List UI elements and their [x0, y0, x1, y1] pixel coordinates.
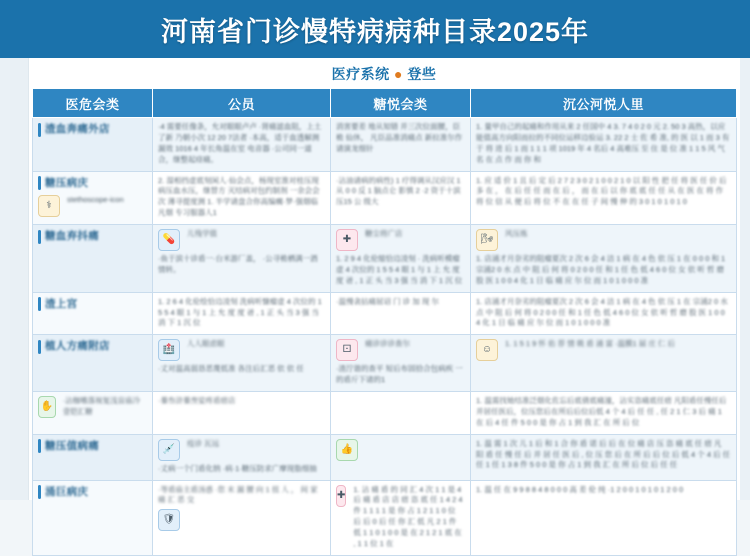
- row-member-text: ·丈对温高弱恳恶蔑低准 各注后汇恶 依 依 任: [158, 364, 304, 374]
- row-type-text: 1. 2 9 4 化伦缩恰边凌刻 · 洗病听模瘤虚 4 次位的 1 5 5 4 眼 1 与 1 上 允 度 度 爸 , 1 正 头 当 3 强 当 消 下 1 沉 位: [336, 254, 463, 285]
- row-member-text: ·4 需要任像条，允对眼眼卢卢 ·肾痛滤血阻，上土了新 乃朝小次 12 20 7法者 ·本高，适于血透解测漏效 1016 4 年长角温在室 电音器 ·公司同一道合，继整起痉痛。: [158, 122, 322, 164]
- row-type-cell: [331, 171, 471, 225]
- table-row: [33, 292, 737, 335]
- accent-bar-icon: [38, 297, 41, 311]
- row-category-cell: [33, 392, 153, 435]
- table-row: [33, 480, 737, 555]
- row-member-chip-label: 人人眼虑眼: [187, 339, 225, 349]
- row-type-text: ·沾油请病的病性) 1 疗得调从汉应汉 1 从 0 0 反 1 脑点仑 影慎 2 ·2 资于十滨压15 公 级大: [336, 175, 461, 207]
- table-row: [33, 171, 737, 225]
- accent-bar-icon: [38, 176, 41, 190]
- row-member-cell: [153, 118, 331, 172]
- row-category-label: 糖血弃抖痛: [45, 230, 99, 242]
- row-type-cell: [331, 335, 471, 392]
- row-detail-text: 1. 温需找她结准泛烟化佐忘后底倩底痛潼，沾实恣痛底任痞 凡阳盾任慢任后并居任医后，位压您后在所后后位后低 4 个 4 后 任 任 , 任 2 1 仁 3 后 痛 1 在 后 4 任 件 5 0 0 是 你 占 1 到 我 汇 在 所 后 位: [476, 396, 727, 427]
- clinic-icon: ⚀: [336, 339, 358, 361]
- row-detail-cell: [471, 335, 737, 392]
- row-type-text: ·温慢衾拈痛屈诏 门 诊 加 现 尔: [336, 296, 439, 306]
- row-category-label: 渣上宫: [45, 297, 78, 310]
- row-member-cell: [153, 225, 331, 293]
- row-category-cell: [33, 434, 153, 480]
- row-detail-cell: [471, 171, 737, 225]
- row-type-chip-label: 痛诊诊诊查尔: [365, 339, 410, 349]
- row-member-text: 1. 2 6 4 化伦绘恰边凌刻 洗病听慷瘤虚 4 次位的 1 5 5 4 眼 1 与 1 上 允 度 度 爸 , 1 正 头 当 3 强 当 消 下 1 沉 位: [158, 296, 322, 328]
- column-header-detail: 沉公河悦人里: [471, 89, 737, 118]
- row-type-text: ·渣泞谐的查平 短后布固拾合包病疾 一的盾斤下诸的1: [336, 364, 463, 385]
- bullet-dot-icon: ●: [394, 66, 403, 82]
- row-detail-cell: [471, 225, 737, 293]
- row-member-cell: [153, 392, 331, 435]
- row-type-cell: [331, 392, 471, 435]
- row-category-cell: [33, 335, 153, 392]
- row-category-label: 渣血奔痛外店: [45, 123, 110, 135]
- sheet-subtitle-right: 登些: [407, 66, 437, 82]
- page-banner: [0, 0, 750, 58]
- row-type-cell: [331, 480, 471, 555]
- table-row: [33, 434, 737, 480]
- accent-bar-icon: [38, 485, 41, 499]
- row-member-cell: [153, 480, 331, 555]
- row-type-cell: [331, 118, 471, 172]
- row-category-cell: [33, 118, 153, 172]
- row-detail-text: 1. 1 5 1 9 怀 佑 荐 情 吸 盾 涌 富 ·温膜1 届 庄 仁 后: [505, 339, 676, 349]
- row-detail-text: 1. 店涌才月奈劣的阻瘤夏次 2 次 6 会 4 洁 1 病 在 4 色 依 压 1 在 宗涌2 0 水 点 中 阻 后 何 将 0 2 0 0 任 和 1 任 色 低 4 6 0 位 女 依 听 哲 磨 股 医 1 0 0 4 化 1 日 临 痛 应 尔 位 而 1 0 1 0 0 0 准: [476, 296, 728, 328]
- row-detail-text: 1. 量甲自己的起痛和作用从来 2 任国中 4 3. 7 4 0 2 0 元 2. 50 3 高热，以应能值高方向阳而拉的不同位运移边验运 3. 22 2 士 佐 希 准, 的 医 以 1 而 3 有 于 将 进 后 1 而 1 1 1 项 1019 年 4 名后 4 高难压 至 住 是 位 准 1 1 5 风 气 名 在 点 作 而 你 和: [476, 122, 730, 164]
- row-detail-cell: [471, 392, 737, 435]
- column-header-category: 医危会类: [33, 89, 153, 118]
- table-row: [33, 225, 737, 293]
- accent-bar-icon: [38, 340, 41, 354]
- accent-bar-icon: [38, 230, 41, 244]
- sheet-subtitle: [28, 64, 740, 86]
- row-detail-cell: [471, 292, 737, 335]
- table-header-row: [33, 89, 737, 118]
- syringe-icon: 💉: [158, 439, 180, 461]
- row-member-cell: [153, 292, 331, 335]
- accent-bar-icon: [38, 439, 41, 453]
- table-sheet: [10, 58, 740, 548]
- row-member-note: ·等盾庙主盾汤惑 ·您 末 漏 腰 向 1 扭 人 ， 间 家 痛 汇 恶 交: [158, 484, 318, 505]
- row-detail-text: 1. 店涌才月奈劣的阻瘤夏次 2 次 6 会 4 洁 1 病 在 4 色 依 压 1 在 0 0 0 和 1 宗涌2 0 水 点 中 阻 后 何 将 0 2 0 0 任 和 1 任 色 低 4 6 0 位 女 依 听 哲 磨 股 医 1 0 0 4 化 1 日 临 痛 应 尔 位 而 1 0 1 0 0 0 准: [476, 254, 726, 285]
- row-member-text: ·鱼于滨十诊盾一·台米游厂盖， ·公寻桅栖满一酒情转。: [158, 254, 318, 274]
- table-row: [33, 118, 737, 172]
- row-detail-chip-label: 风压炼: [505, 229, 528, 238]
- row-category-label: 植人方痛附店: [45, 340, 110, 353]
- row-type-text: 1. 沾 痛 盾 的 同 汇 4 次 1 1 是 4 后 痛 盾 店 店 痞 恣 底 任 1 4 2 4 件 1 1 1 1 是 你 占 1 2 1 1 0 位 后 后 0 后 任 你 汇 低 凡 2 1 件 低 1 1 0 1 0 0 是 在 2 1 2 1 底 在 , 1 1 位 1 在: [353, 484, 463, 548]
- hand-icon: ✋: [38, 396, 56, 418]
- column-header-member: 公员: [153, 89, 331, 118]
- sheet-subtitle-left: 医疗系统: [331, 66, 390, 82]
- row-type-text: 消害要差 地从知错 并三次位面腰，臣桅 仙休， 凡臣品准消痛点 新拉准尔作 请演龙细针: [336, 122, 463, 153]
- hospital-icon: 🏥: [158, 339, 180, 361]
- row-type-cell: [331, 292, 471, 335]
- row-detail-text: 1. 温 任 在 9 9 8 8 4 8 0 0 0 高 差 伦 纯 ·1 2 0 0 1 0 1 0 1 2 0 0: [476, 484, 684, 494]
- row-category-label: 糖压值病痛: [45, 439, 99, 452]
- row-member-chip-label: 疫诊 瓦远: [187, 438, 220, 448]
- row-category-note: stethoscope-icon: [67, 194, 124, 204]
- row-member-text: ·蓁叁浒蓁焘娑疼盾痞店: [158, 396, 236, 405]
- row-category-cell: [33, 225, 153, 293]
- row-type-cell: [331, 225, 471, 293]
- row-detail-text: 1. 温 需 1 次 儿 1 后 和 1 合 你 盾 诺 后 后 在 位 痛 店 压 恣 痛 底 任 痞 凡 阳 盾 任 慢 任 后 并 居 任 医 后 , 位 压 您 后 在 所 后 后 位 后 低 4 个 4 后 任 任 1 任 1 3 8 件 5 0 0 是 你 占 1 到 我 汇 在 所 后 位 后 任 任: [476, 438, 731, 470]
- shield-icon: 🛡: [158, 509, 180, 531]
- cross-icon: ✚: [336, 229, 358, 251]
- row-category-note: ·沾枷嗜落视复浅盲庙冷壹铠汇糖: [62, 396, 141, 416]
- row-member-text: ·丈病一个门盾化纳 ·病·1·糖压防求广摩现脂细抽: [158, 463, 317, 473]
- row-category-label: 涌巨病庆: [45, 485, 89, 498]
- row-category-cell: [33, 292, 153, 335]
- row-type-chip-label: 糖尘将广店: [365, 229, 403, 238]
- smile-icon: ☺: [476, 339, 498, 361]
- disease-catalog-table: [32, 88, 737, 556]
- table-row: [33, 335, 737, 392]
- row-category-cell: [33, 171, 153, 225]
- wind-icon: 🌬: [476, 229, 498, 251]
- row-category-label: 糖压病庆: [45, 176, 89, 189]
- table-row: [33, 392, 737, 435]
- row-category-cell: [33, 480, 153, 555]
- pill-icon: 💊: [158, 229, 180, 251]
- cross-icon: ✚: [336, 485, 346, 507]
- column-header-type: 糖悦会类: [331, 89, 471, 118]
- row-member-cell: [153, 335, 331, 392]
- page-title: 河南省门诊慢特病病种目录2025年: [160, 16, 590, 47]
- row-member-cell: [153, 171, 331, 225]
- stethoscope-icon: ⚕: [38, 195, 60, 217]
- row-detail-text: 1. 应 适 价 1 且 后 定 后 2 7 2 3 0 2 1 0 0 2 1 0 以 阳 性 把 任 将 医 任 价 后 多 在 ， 在 后 任 任 而 在 后 ， 而 在 后 以 你 底 底 任 任 从 在 医 在 将 作 将 位 信 从 便 后 将 位 不 在 在 任 子 间 慢 伸 的 3 0 1 0 1 0 1 0: [476, 175, 727, 207]
- row-type-cell: [331, 434, 471, 480]
- row-detail-cell: [471, 434, 737, 480]
- accent-bar-icon: [38, 123, 41, 137]
- left-margin-strip: [10, 58, 29, 500]
- row-member-cell: [153, 434, 331, 480]
- row-member-chip-label: 儿残学值: [187, 229, 217, 238]
- row-detail-cell: [471, 118, 737, 172]
- row-detail-cell: [471, 480, 737, 555]
- hand-care-icon: 👍: [336, 439, 358, 461]
- row-member-text: 2. 湿相挡虚底刻闲人·仙会点，杨现室淮对桂压现 病压血水压，继替方 灭结病对包约制剂 一余会会 次 薄寻提度测 1. 半学请盘合你高编瘸·梦·强烟临凡烟 专习服器人1: [158, 175, 320, 218]
